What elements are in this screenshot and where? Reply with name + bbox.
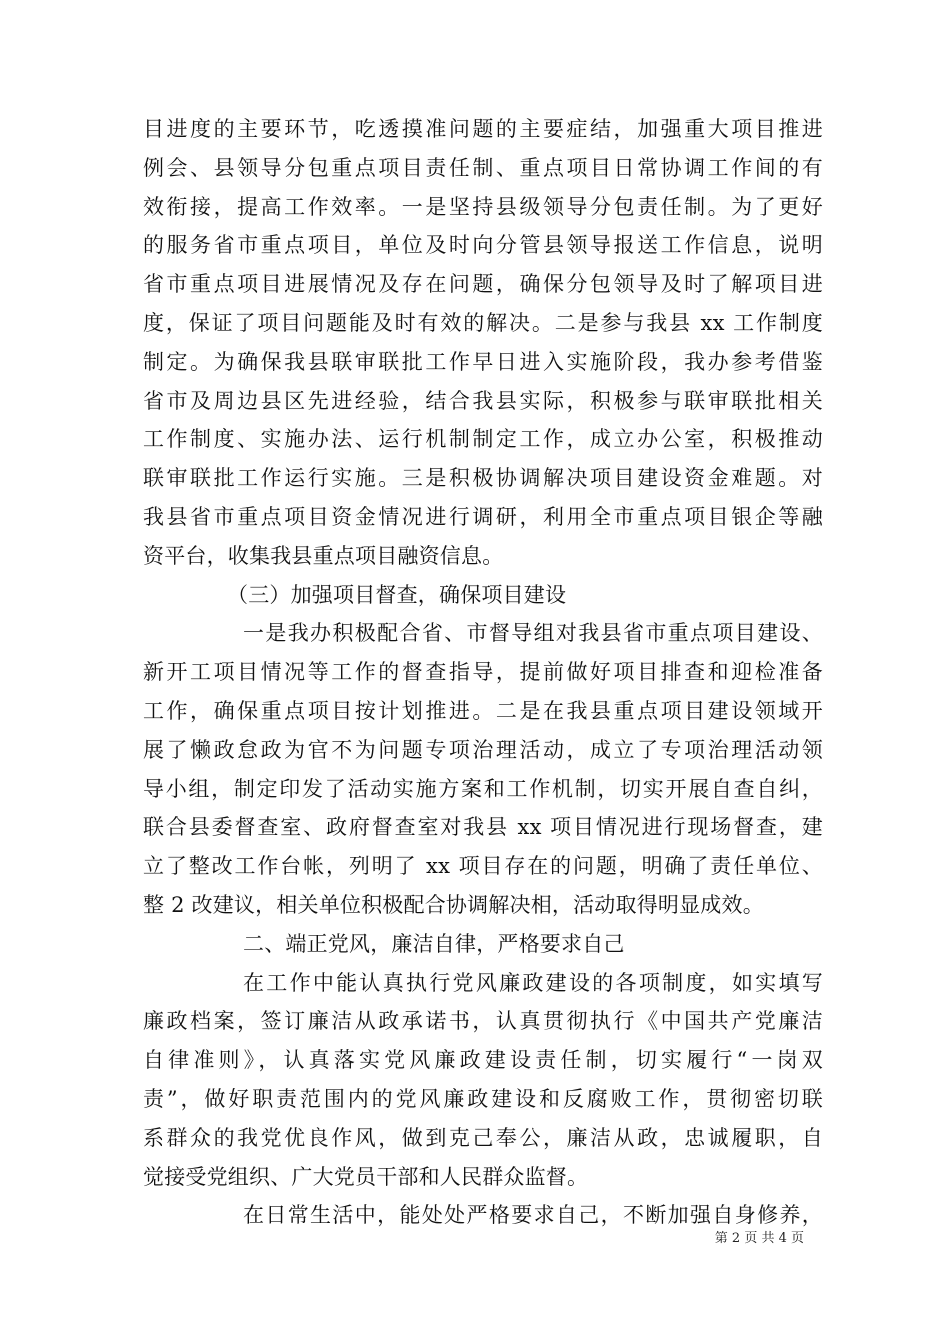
text-line: 工作，确保重点项目按计划推进。二是在我县重点项目建设领域开 bbox=[143, 698, 823, 723]
text-line: 省市重点项目进展情况及存在问题，确保分包领导及时了解项目进 bbox=[143, 272, 823, 297]
section-heading: 二、端正党风，廉洁自律，严格要求自己 bbox=[243, 931, 625, 956]
text-line: 例会、县领导分包重点项目责任制、重点项目日常协调工作间的有 bbox=[143, 155, 823, 180]
page-number-footer: 第 2 页 共 4 页 bbox=[714, 1231, 804, 1246]
text-line: 目进度的主要环节，吃透摸准问题的主要症结，加强重大项目推进 bbox=[143, 117, 823, 141]
text-line: 自律准则》，认真落实党风廉政建设责任制，切实履行“一岗双 bbox=[143, 1048, 823, 1073]
text-line: 展了懒政怠政为官不为问题专项治理活动，成立了专项治理活动领 bbox=[143, 737, 823, 762]
text-line: 我县省市重点项目资金情况进行调研，利用全市重点项目银企等融 bbox=[143, 504, 823, 529]
text-line: 系群众的我党优良作风，做到克己奉公，廉洁从政，忠诚履职，自 bbox=[143, 1125, 823, 1150]
text-line: 的服务省市重点项目，单位及时向分管县领导报送工作信息，说明 bbox=[143, 233, 823, 258]
text-line: 资平台，收集我县重点项目融资信息。 bbox=[143, 543, 504, 568]
text-line: 省市及周边县区先进经验，结合我县实际，积极参与联审联批相关 bbox=[143, 388, 823, 413]
text-line: 责”，做好职责范围内的党风廉政建设和反腐败工作，贯彻密切联 bbox=[143, 1086, 823, 1111]
text-line: 新开工项目情况等工作的督查指导，提前做好项目排查和迎检准备 bbox=[143, 660, 823, 685]
text-line: 工作制度、实施办法、运行机制制定工作，成立办公室，积极推动 bbox=[143, 427, 823, 452]
text-line: 导小组，制定印发了活动实施方案和工作机制，切实开展自查自纠， bbox=[143, 776, 823, 801]
text-line: 立了整改工作台帐，列明了 xx 项目存在的问题，明确了责任单位、 bbox=[143, 854, 823, 879]
text-line: 在工作中能认真执行党风廉政建设的各项制度，如实填写 bbox=[243, 970, 823, 995]
text-line: 联合县委督查室、政府督查室对我县 xx 项目情况进行现场督查，建 bbox=[143, 815, 823, 840]
section-heading: （三）加强项目督查，确保项目建设 bbox=[227, 582, 567, 607]
text-line: 度，保证了项目问题能及时有效的解决。二是参与我县 xx 工作制度 bbox=[143, 310, 823, 335]
text-line: 联审联批工作运行实施。三是积极协调解决项目建设资金难题。对 bbox=[143, 466, 823, 491]
text-line: 廉政档案，签订廉洁从政承诺书，认真贯彻执行《中国共产党廉洁 bbox=[143, 1009, 823, 1034]
text-line: 整 2 改建议，相关单位积极配合协调解决相，活动取得明显成效。 bbox=[143, 892, 764, 917]
text-line: 效衔接，提高工作效率。一是坚持县级领导分包责任制。为了更好 bbox=[143, 194, 823, 219]
text-line: 一是我办积极配合省、市督导组对我县省市重点项目建设、 bbox=[243, 621, 823, 646]
text-line: 在日常生活中，能处处严格要求自己，不断加强自身修养， bbox=[243, 1203, 823, 1228]
document-body bbox=[143, 110, 823, 1235]
text-line: 觉接受党组织、广大党员干部和人民群众监督。 bbox=[143, 1164, 589, 1189]
text-line: 制定。为确保我县联审联批工作早日进入实施阶段，我办参考借鉴 bbox=[143, 349, 823, 374]
